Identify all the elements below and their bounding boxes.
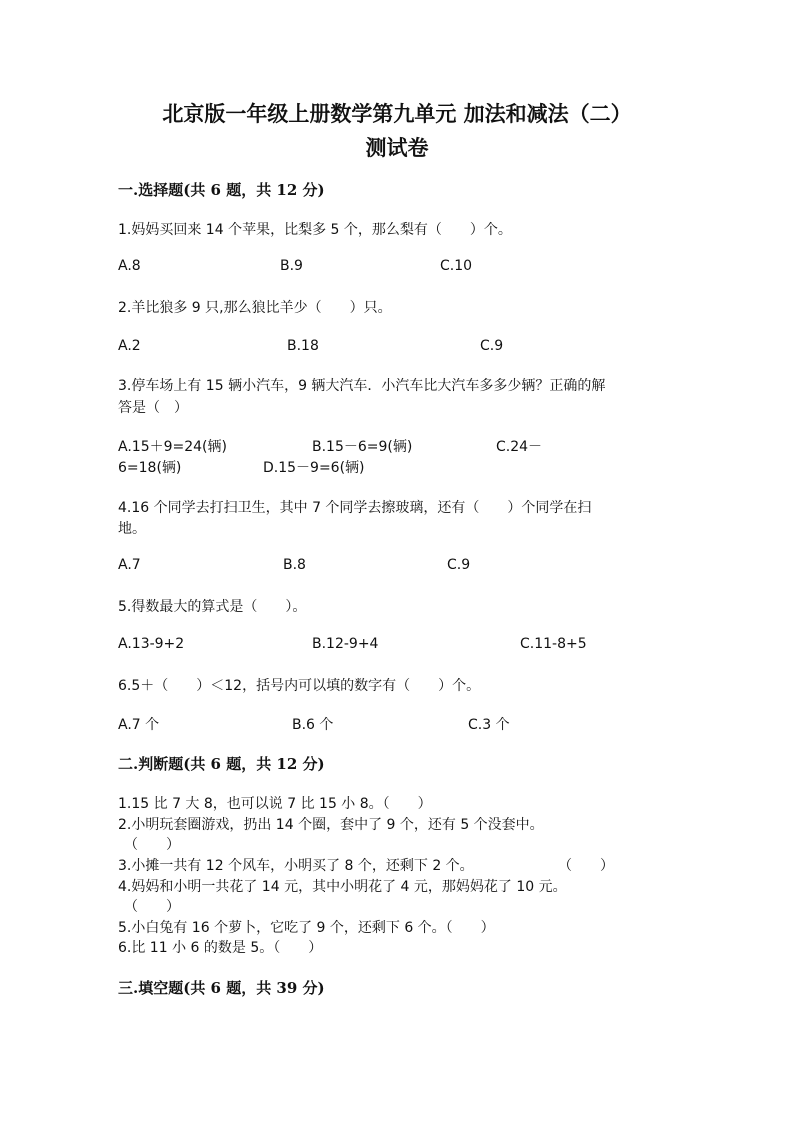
judge-question-2: 2.小明玩套圈游戏，扔出 14 个圈，套中了 9 个，还有 5 个没套中。: [118, 817, 544, 833]
choice-question-1: 1.妈妈买回来 14 个苹果，比梨多 5 个，那么梨有（ ）个。: [118, 222, 512, 238]
choice-6-option-c: C.3 个: [468, 717, 510, 733]
judge-question-4-paren: （ ）: [124, 899, 180, 915]
choice-question-2: 2.羊比狼多 9 只,那么狼比羊少（ ）只。: [118, 300, 392, 316]
choice-question-6: 6.5＋（ ）＜12，括号内可以填的数字有（ ）个。: [118, 678, 481, 694]
judge-question-6: 6.比 11 小 6 的数是 5。（ ）: [118, 940, 323, 956]
choice-5-option-a: A.13-9+2: [118, 636, 185, 652]
judge-question-5: 5.小白兔有 16 个萝卜，它吃了 9 个，还剩下 6 个。（ ）: [118, 920, 495, 936]
choice-question-3-line1: 3.停车场上有 15 辆小汽车，9 辆大汽车．小汽车比大汽车多多少辆？正确的解: [118, 378, 606, 394]
judge-question-3: 3.小摊一共有 12 个风车，小明买了 8 个，还剩下 2 个。: [118, 858, 474, 874]
choice-2-option-b: B.18: [287, 338, 319, 354]
section-heading-fill: 三.填空题(共 6 题，共 39 分): [118, 979, 325, 997]
choice-3-option-b: B.15－6=9(辆): [312, 439, 413, 455]
choice-6-option-b: B.6 个: [292, 717, 334, 733]
judge-question-3-paren: （ ）: [558, 858, 614, 874]
choice-3-option-a: A.15＋9=24(辆): [118, 439, 227, 455]
choice-3-option-c-cont: 6=18(辆): [118, 460, 182, 476]
section-heading-judge: 二.判断题(共 6 题，共 12 分): [118, 755, 325, 773]
choice-4-option-b: B.8: [283, 557, 306, 573]
choice-question-4-line2: 地。: [118, 521, 146, 537]
choice-5-option-c: C.11-8+5: [520, 636, 587, 652]
choice-6-option-a: A.7 个: [118, 717, 160, 733]
judge-question-4: 4.妈妈和小明一共花了 14 元，其中小明花了 4 元，那妈妈花了 10 元。: [118, 879, 567, 895]
choice-2-option-a: A.2: [118, 338, 141, 354]
choice-1-option-c: C.10: [440, 258, 473, 274]
judge-question-2-paren: （ ）: [124, 837, 180, 853]
judge-question-1: 1.15 比 7 大 8，也可以说 7 比 15 小 8。（ ）: [118, 796, 432, 812]
page-title: 北京版一年级上册数学第九单元 加法和减法（二）: [162, 101, 632, 126]
choice-question-4-line1: 4.16 个同学去打扫卫生，其中 7 个同学去擦玻璃，还有（ ）个同学在扫: [118, 500, 592, 516]
choice-1-option-b: B.9: [280, 258, 303, 274]
page-subtitle: 测试卷: [365, 135, 429, 160]
choice-5-option-b: B.12-9+4: [312, 636, 379, 652]
choice-3-option-d: D.15－9=6(辆): [263, 460, 365, 476]
choice-4-option-c: C.9: [447, 557, 471, 573]
choice-2-option-c: C.9: [480, 338, 504, 354]
choice-4-option-a: A.7: [118, 557, 141, 573]
choice-1-option-a: A.8: [118, 258, 141, 274]
choice-question-3-line2: 答是（ ）: [118, 400, 188, 416]
choice-question-5: 5.得数最大的算式是（ ）。: [118, 599, 307, 615]
choice-3-option-c: C.24－: [496, 439, 543, 455]
section-heading-choice: 一.选择题(共 6 题，共 12 分): [118, 181, 325, 199]
